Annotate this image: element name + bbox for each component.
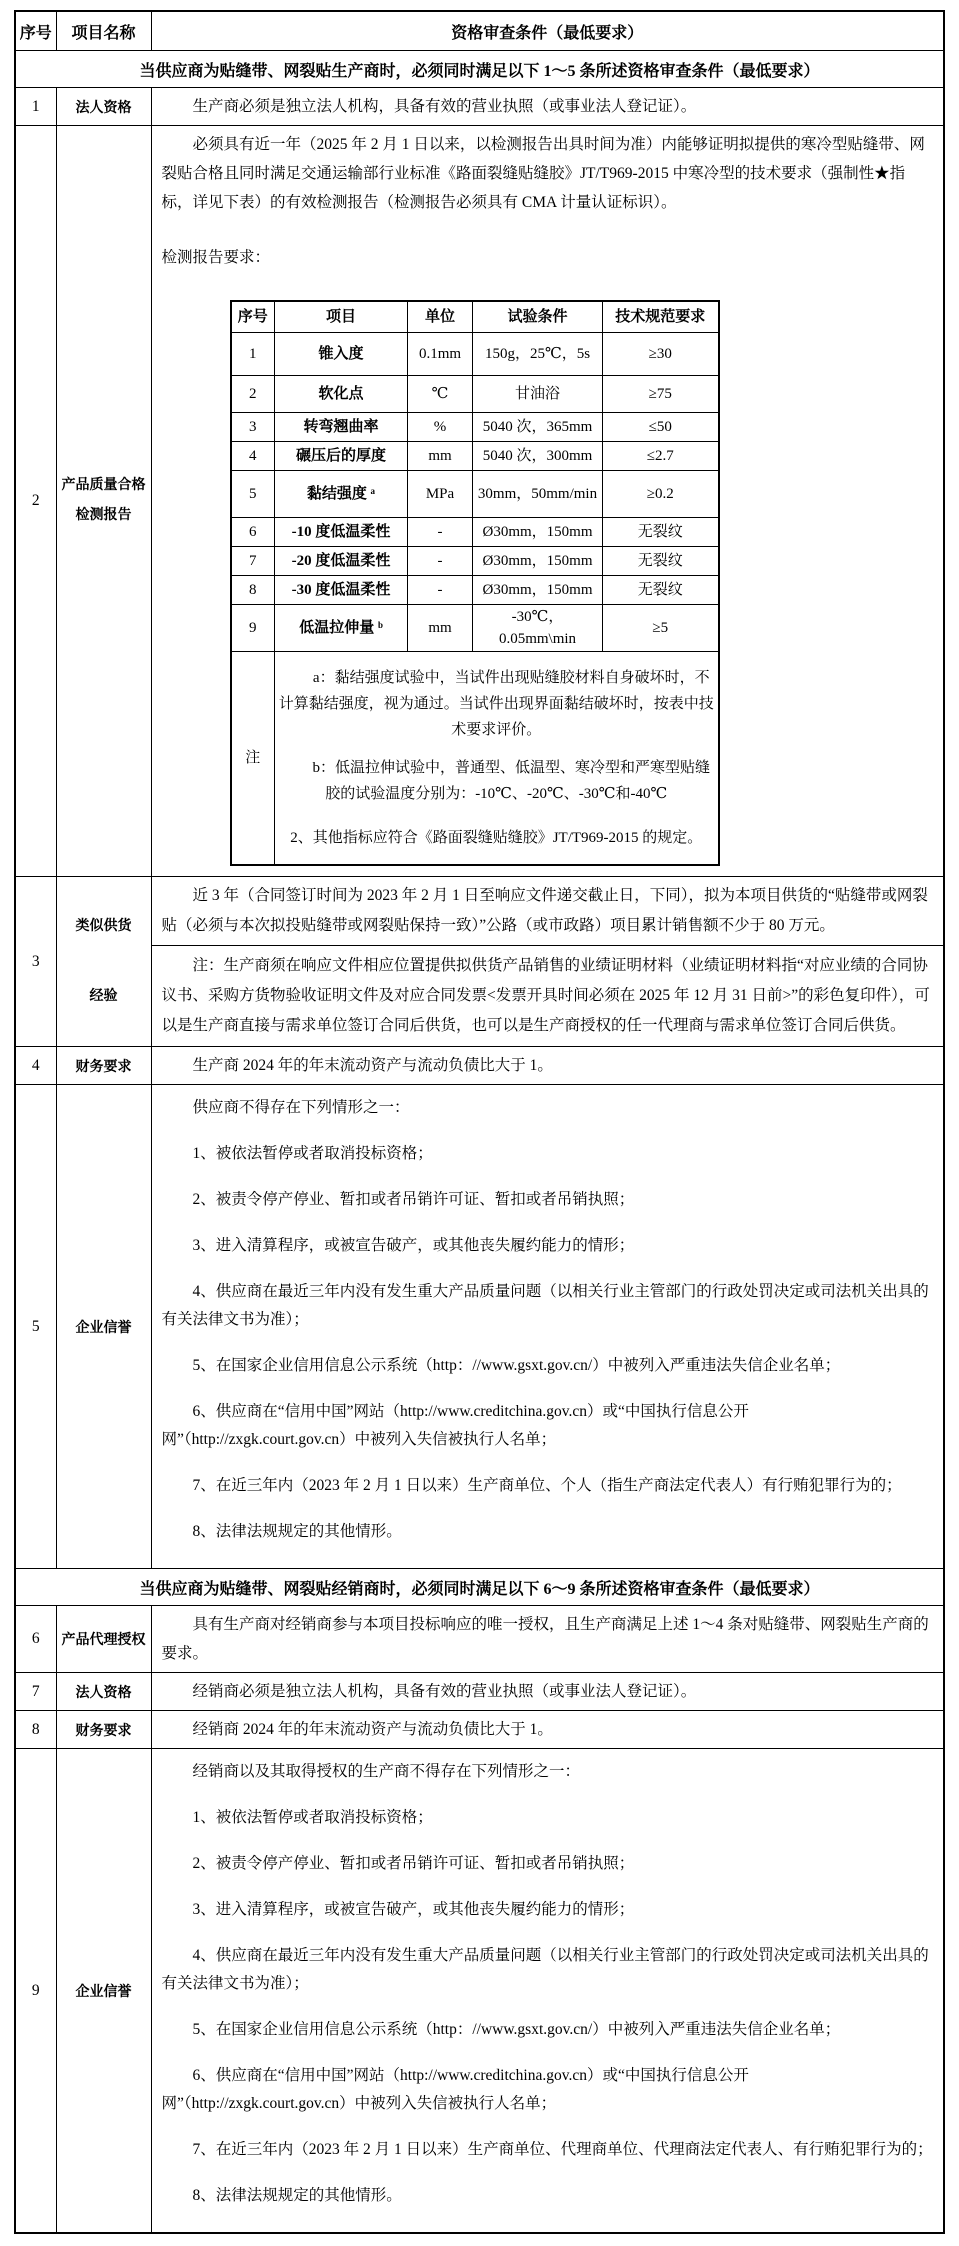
inner-note-content: [275, 652, 719, 866]
header-project-name: 项目名称: [56, 11, 151, 51]
inner-r9-item: 低温拉伸量 ᵇ: [275, 605, 408, 652]
test-report-table: [230, 300, 720, 866]
section1-banner-row: [15, 51, 944, 88]
section2-banner: 当供应商为贴缝带、网裂贴经销商时，必须同时满足以下 6～9 条所述资格审查条件（最低要求）: [15, 1569, 944, 1606]
row6-seq: 6: [15, 1606, 56, 1673]
row9-item-7: 7、在近三年内（2023 年 2 月 1 日以来）生产商单位、代理商单位、代理商法定代表人、有行贿犯罪行为的；: [192, 2141, 933, 2158]
inner-r3-no: 3: [231, 413, 275, 442]
header-conditions: 资格审查条件（最低要求）: [151, 11, 944, 51]
row5-item-7: 7、在近三年内（2023 年 2 月 1 日以来）生产商单位、个人（指生产商法定代表人）有行贿犯罪行为的；: [192, 1477, 902, 1494]
inner-r1-cond: 150g，25℃，5s: [473, 333, 603, 376]
row8-text: 经销商 2024 年的年末流动资产与流动负债比大于 1。: [192, 1721, 553, 1738]
inner-r4-cond: 5040 次，300mm: [473, 442, 603, 471]
inner-r9-unit: mm: [408, 605, 473, 652]
inner-row-1: [231, 333, 719, 376]
row5-seq: 5: [15, 1085, 56, 1569]
row6-text: 具有生产商对经销商参与本项目投标响应的唯一授权，且生产商满足上述 1～4 条对贴缝带、网裂贴生产商的要求。: [161, 1616, 929, 1662]
inner-r5-req: ≥0.2: [603, 471, 719, 518]
note-a-text: a：黏结强度试验中，当试件出现贴缝胶材料自身破坏时，不计算黏结强度，视为通过。当试件出现界面黏结破坏时，按表中技术要求评价。: [278, 670, 714, 738]
inner-row-8: [231, 576, 719, 605]
row3-seq: 3: [15, 877, 56, 1047]
inner-r8-unit: -: [408, 576, 473, 605]
row5-criteria: [151, 1085, 944, 1569]
inner-note-row: [231, 652, 719, 866]
inner-row-9: [231, 605, 719, 652]
row5-item-6: 6、供应商在“信用中国”网站（http://www.creditchina.gov.cn）或“中国执行信息公开网”（http://zxgk.court.gov.cn）中被列入失信被执行人名单；: [161, 1403, 749, 1448]
inner-r3-cond: 5040 次，365mm: [473, 413, 603, 442]
row5-item-1: 1、被依法暂停或者取消投标资格；: [192, 1145, 433, 1162]
section2-banner-row: [15, 1569, 944, 1606]
inner-r4-item: 碾压后的厚度: [275, 442, 408, 471]
row5-item-8: 8、法律法规规定的其他情形。: [192, 1523, 402, 1540]
note-b-text: b：低温拉伸试验中，普通型、低温型、寒冷型和严寒型贴缝胶的试验温度分别为：-10℃、-20℃、-30℃和-40℃: [312, 760, 710, 802]
row8-seq: 8: [15, 1711, 56, 1749]
header-seq: 序号: [15, 11, 56, 51]
row6-project-name: 产品代理授权: [56, 1606, 151, 1673]
inner-row-7: [231, 547, 719, 576]
row3-sales-requirement: [152, 877, 944, 946]
inner-r7-unit: -: [408, 547, 473, 576]
table-row-7: [15, 1673, 944, 1711]
row3-text1: 近 3 年（合同签订时间为 2023 年 2 月 1 日至响应文件递交截止日，下同），拟为本项目供货的“贴缝带或网裂贴（必须与本次拟投贴缝带或网裂贴保持一致）”公路（或市政路）项目累计销售额不少于 80 万元。: [161, 887, 928, 934]
row2-name-line1: 产品质量合格: [61, 478, 146, 493]
row3-project-name: [56, 877, 151, 1047]
row9-item-2: 2、被责令停产停业、暂扣或者吊销许可证、暂扣或者吊销执照；: [192, 1855, 635, 1872]
row9-seq: 9: [15, 1749, 56, 2234]
row9-item-4: 4、供应商在最近三年内没有发生重大产品质量问题（以相关行业主管部门的行政处罚决定或司法机关出具的有关法律文书为准）；: [161, 1947, 929, 1992]
row1-seq: 1: [15, 88, 56, 126]
inner-r6-req: 无裂纹: [603, 518, 719, 547]
row7-project-name: 法人资格: [56, 1673, 151, 1711]
inner-r5-item: 黏结强度 ᵃ: [275, 471, 408, 518]
table-row-2: [15, 126, 944, 877]
row9-item-8: 8、法律法规规定的其他情形。: [192, 2187, 402, 2204]
row3-note: [152, 946, 944, 1046]
inner-note-label: 注: [231, 652, 275, 866]
inner-r8-cond: Ø30mm，150mm: [473, 576, 603, 605]
note-other-indicators: 2、其他指标应符合《路面裂缝贴缝胶》JT/T969-2015 的规定。: [290, 830, 703, 846]
inner-r1-unit: 0.1mm: [408, 333, 473, 376]
inner-row-3: [231, 413, 719, 442]
row9-item-5: 5、在国家企业信用信息公示系统（http：//www.gsxt.gov.cn/）中被列入严重违法失信企业名单；: [192, 2021, 841, 2038]
inner-r2-no: 2: [231, 376, 275, 413]
inner-r1-req: ≥30: [603, 333, 719, 376]
inner-r3-item: 转弯翘曲率: [275, 413, 408, 442]
inner-r7-item: -20 度低温柔性: [275, 547, 408, 576]
row8-project-name: 财务要求: [56, 1711, 151, 1749]
inner-r9-cond: -30℃，0.05mm\min: [473, 605, 603, 652]
row3-criteria: [151, 877, 944, 1047]
row1-project-name: 法人资格: [56, 88, 151, 126]
row1-criteria: [151, 88, 944, 126]
row9-project-name: 企业信誉: [56, 1749, 151, 2234]
row6-criteria: [151, 1606, 944, 1673]
qualification-review-table: [14, 10, 945, 2234]
table-row-8: [15, 1711, 944, 1749]
inner-r6-item: -10 度低温柔性: [275, 518, 408, 547]
inner-header-seq: 序号: [231, 301, 275, 333]
inner-r1-item: 锥入度: [275, 333, 408, 376]
table-row-6: [15, 1606, 944, 1673]
inner-r3-req: ≤50: [603, 413, 719, 442]
table-row-3: [15, 877, 944, 1047]
inner-header-condition: 试验条件: [473, 301, 603, 333]
row3-name-line1: 类似供货: [75, 918, 132, 934]
row9-item-1: 1、被依法暂停或者取消投标资格；: [192, 1809, 433, 1826]
row5-intro: 供应商不得存在下列情形之一：: [192, 1099, 410, 1116]
inner-header-row: [231, 301, 719, 333]
row5-item-2: 2、被责令停产停业、暂扣或者吊销许可证、暂扣或者吊销执照；: [192, 1191, 635, 1208]
inner-r1-no: 1: [231, 333, 275, 376]
row5-item-4: 4、供应商在最近三年内没有发生重大产品质量问题（以相关行业主管部门的行政处罚决定或司法机关出具的有关法律文书为准）；: [161, 1283, 929, 1328]
row2-name-line2: 检测报告: [75, 508, 132, 523]
row9-intro: 经销商以及其取得授权的生产商不得存在下列情形之一：: [192, 1763, 581, 1780]
inner-r5-unit: MPa: [408, 471, 473, 518]
row2-seq: 2: [15, 126, 56, 877]
inner-header-item: 项目: [275, 301, 408, 333]
row3-name-line2: 经验: [89, 988, 118, 1004]
inner-r6-unit: -: [408, 518, 473, 547]
table-row-5: [15, 1085, 944, 1569]
row9-item-3: 3、进入清算程序，或被宣告破产，或其他丧失履约能力的情形；: [192, 1901, 635, 1918]
row7-seq: 7: [15, 1673, 56, 1711]
row2-intro-text: 必须具有近一年（2025 年 2 月 1 日以来，以检测报告出具时间为准）内能够证明拟提供的寒冷型贴缝带、网裂贴合格且同时满足交通运输部行业标准《路面裂缝贴缝胶》JT/T969-2015 中寒冷型的技术要求（强制性★指标，详见下表）的有效检测报告（检测报告必须具有 CMA 计量认证标识）。: [161, 136, 925, 211]
row3-text2: 注：生产商须在响应文件相应位置提供拟供货产品销售的业绩证明材料（业绩证明材料指“对应业绩的合同协议书、采购方货物验收证明文件及对应合同发票<发票开具时间必须在 2025 年 12 月 31 日前>”的彩色复印件），可以是生产商直接与需求单位签订合同后供货，也可以是生产商授权的任一代理商与需求单位签订合同后供货。: [161, 957, 930, 1034]
inner-r2-unit: ℃: [408, 376, 473, 413]
row5-item-3: 3、进入清算程序，或被宣告破产，或其他丧失履约能力的情形；: [192, 1237, 635, 1254]
inner-r2-item: 软化点: [275, 376, 408, 413]
row1-text: 生产商必须是独立法人机构，具备有效的营业执照（或事业法人登记证）。: [192, 98, 697, 115]
row4-criteria: [151, 1047, 944, 1085]
inner-r9-no: 9: [231, 605, 275, 652]
row9-criteria: [151, 1749, 944, 2234]
inner-header-unit: 单位: [408, 301, 473, 333]
inner-row-6: [231, 518, 719, 547]
row4-text: 生产商 2024 年的年末流动资产与流动负债比大于 1。: [192, 1057, 553, 1074]
inner-r7-no: 7: [231, 547, 275, 576]
inner-r8-item: -30 度低温柔性: [275, 576, 408, 605]
inner-r6-cond: Ø30mm，150mm: [473, 518, 603, 547]
inner-r5-no: 5: [231, 471, 275, 518]
inner-r2-cond: 甘油浴: [473, 376, 603, 413]
table-row-4: [15, 1047, 944, 1085]
inner-r3-unit: %: [408, 413, 473, 442]
row2-project-name: [56, 126, 151, 877]
inner-r9-req: ≥5: [603, 605, 719, 652]
row2-criteria: [151, 126, 944, 877]
row4-seq: 4: [15, 1047, 56, 1085]
row5-item-5: 5、在国家企业信用信息公示系统（http：//www.gsxt.gov.cn/）中被列入严重违法失信企业名单；: [192, 1357, 841, 1374]
table-row-1: [15, 88, 944, 126]
row7-criteria: [151, 1673, 944, 1711]
inner-r4-unit: mm: [408, 442, 473, 471]
row5-project-name: 企业信誉: [56, 1085, 151, 1569]
inner-r6-no: 6: [231, 518, 275, 547]
table-header-row: [15, 11, 944, 51]
inner-row-4: [231, 442, 719, 471]
inner-header-requirement: 技术规范要求: [603, 301, 719, 333]
inner-r8-req: 无裂纹: [603, 576, 719, 605]
inner-r7-req: 无裂纹: [603, 547, 719, 576]
inner-row-2: [231, 376, 719, 413]
inner-r4-no: 4: [231, 442, 275, 471]
table-row-9: [15, 1749, 944, 2234]
inner-row-5: [231, 471, 719, 518]
inner-r5-cond: 30mm，50mm/min: [473, 471, 603, 518]
row9-item-6: 6、供应商在“信用中国”网站（http://www.creditchina.gov.cn）或“中国执行信息公开网”（http://zxgk.court.gov.cn）中被列入失信被执行人名单；: [161, 2067, 749, 2112]
report-requirements-label: 检测报告要求：: [161, 249, 271, 266]
row4-project-name: 财务要求: [56, 1047, 151, 1085]
section1-banner: 当供应商为贴缝带、网裂贴生产商时，必须同时满足以下 1～5 条所述资格审查条件（最低要求）: [15, 51, 944, 88]
inner-r7-cond: Ø30mm，150mm: [473, 547, 603, 576]
inner-r2-req: ≥75: [603, 376, 719, 413]
inner-r8-no: 8: [231, 576, 275, 605]
inner-r4-req: ≤2.7: [603, 442, 719, 471]
row7-text: 经销商必须是独立法人机构，具备有效的营业执照（或事业法人登记证）。: [192, 1683, 697, 1700]
row8-criteria: [151, 1711, 944, 1749]
